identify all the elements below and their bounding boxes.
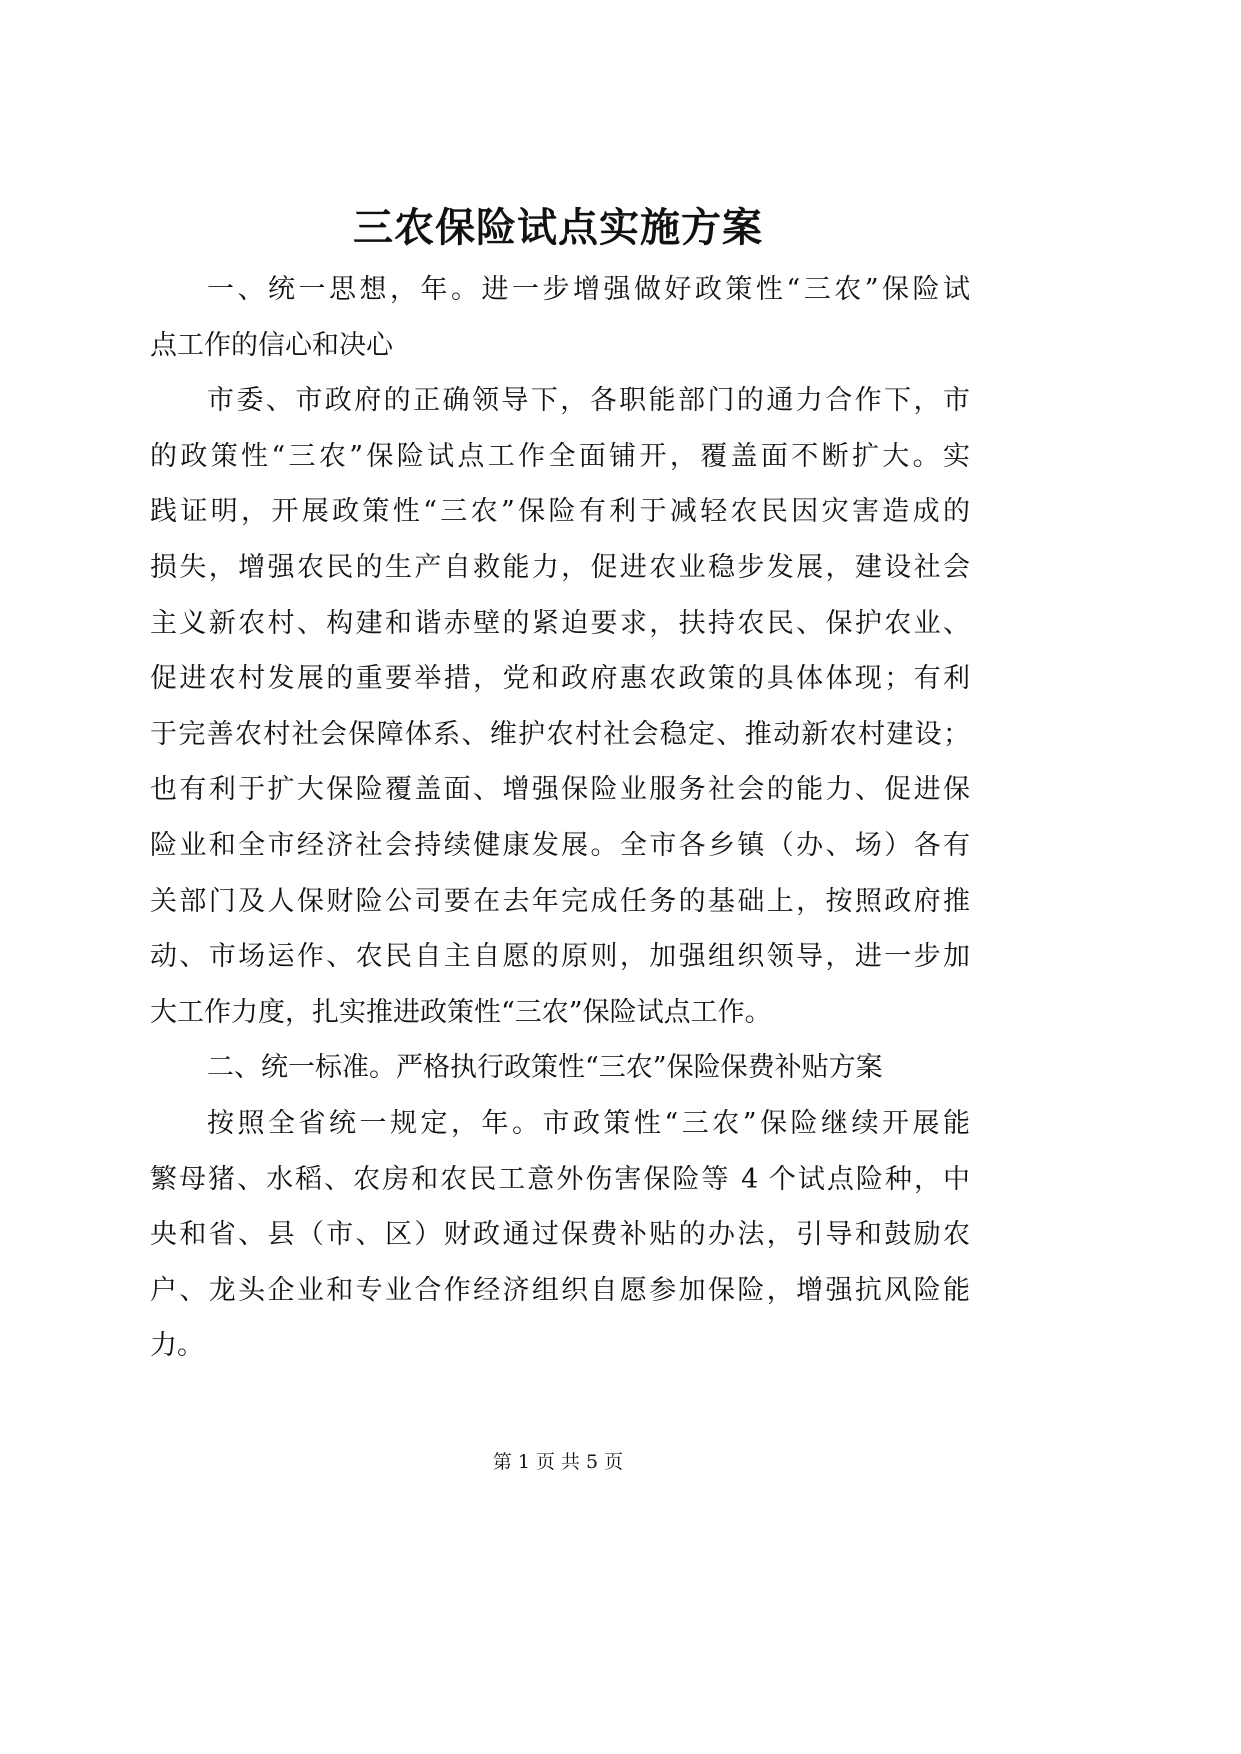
paragraph-2-line: 关部门及人保财险公司要在去年完成任务的基础上，按照政府推 xyxy=(150,885,970,917)
paragraph-2-line: 市委、市政府的正确领导下，各职能部门的通力合作下，市 xyxy=(207,385,970,417)
paragraph-2-line: 主义新农村、构建和谐赤壁的紧迫要求，扶持农民、保护农业、 xyxy=(150,607,970,639)
page-footer: 第 1 页 共 5 页 xyxy=(492,1451,624,1473)
document-body xyxy=(150,262,970,1374)
paragraph-4-line: 力。 xyxy=(150,1330,204,1362)
paragraph-2-line: 也有利于扩大保险覆盖面、增强保险业服务社会的能力、促进保 xyxy=(150,774,970,806)
paragraph-2-line: 动、市场运作、农民自主自愿的原则，加强组织领导，进一步加 xyxy=(150,941,970,973)
paragraph-4-line: 繁母猪、水稻、农房和农民工意外伤害保险等 4 个试点险种，中 xyxy=(150,1163,970,1195)
paragraph-2-line: 损失，增强农民的生产自救能力，促进农业稳步发展，建设社会 xyxy=(150,551,970,583)
paragraph-4-line: 央和省、县（市、区）财政通过保费补贴的办法，引导和鼓励农 xyxy=(150,1219,970,1251)
paragraph-2-line: 于完善农村社会保障体系、维护农村社会稳定、推动新农村建设； xyxy=(150,718,970,750)
paragraph-2-line: 践证明，开展政策性“三农”保险有利于减轻农民因灾害造成的 xyxy=(150,496,970,528)
paragraph-2-line: 险业和全市经济社会持续健康发展。全市各乡镇（办、场）各有 xyxy=(150,829,970,861)
paragraph-1-line: 一、统一思想，年。进一步增强做好政策性“三农”保险试 xyxy=(207,274,970,305)
paragraph-2-line: 的政策性“三农”保险试点工作全面铺开，覆盖面不断扩大。实 xyxy=(150,440,970,472)
paragraph-4-line: 户、龙头企业和专业合作经济组织自愿参加保险，增强抗风险能 xyxy=(150,1274,970,1306)
paragraph-1-line: 点工作的信心和决心 xyxy=(150,329,393,361)
paragraph-3-line: 二、统一标准。严格执行政策性“三农”保险保费补贴方案 xyxy=(207,1052,883,1084)
paragraph-2-line: 大工作力度，扎实推进政策性“三农”保险试点工作。 xyxy=(150,996,772,1028)
paragraph-2-line: 促进农村发展的重要举措，党和政府惠农政策的具体体现；有利 xyxy=(150,663,970,695)
document-title: 三农保险试点实施方案 xyxy=(353,204,763,251)
paragraph-4-line: 按照全省统一规定，年。市政策性“三农”保险继续开展能 xyxy=(207,1107,970,1139)
